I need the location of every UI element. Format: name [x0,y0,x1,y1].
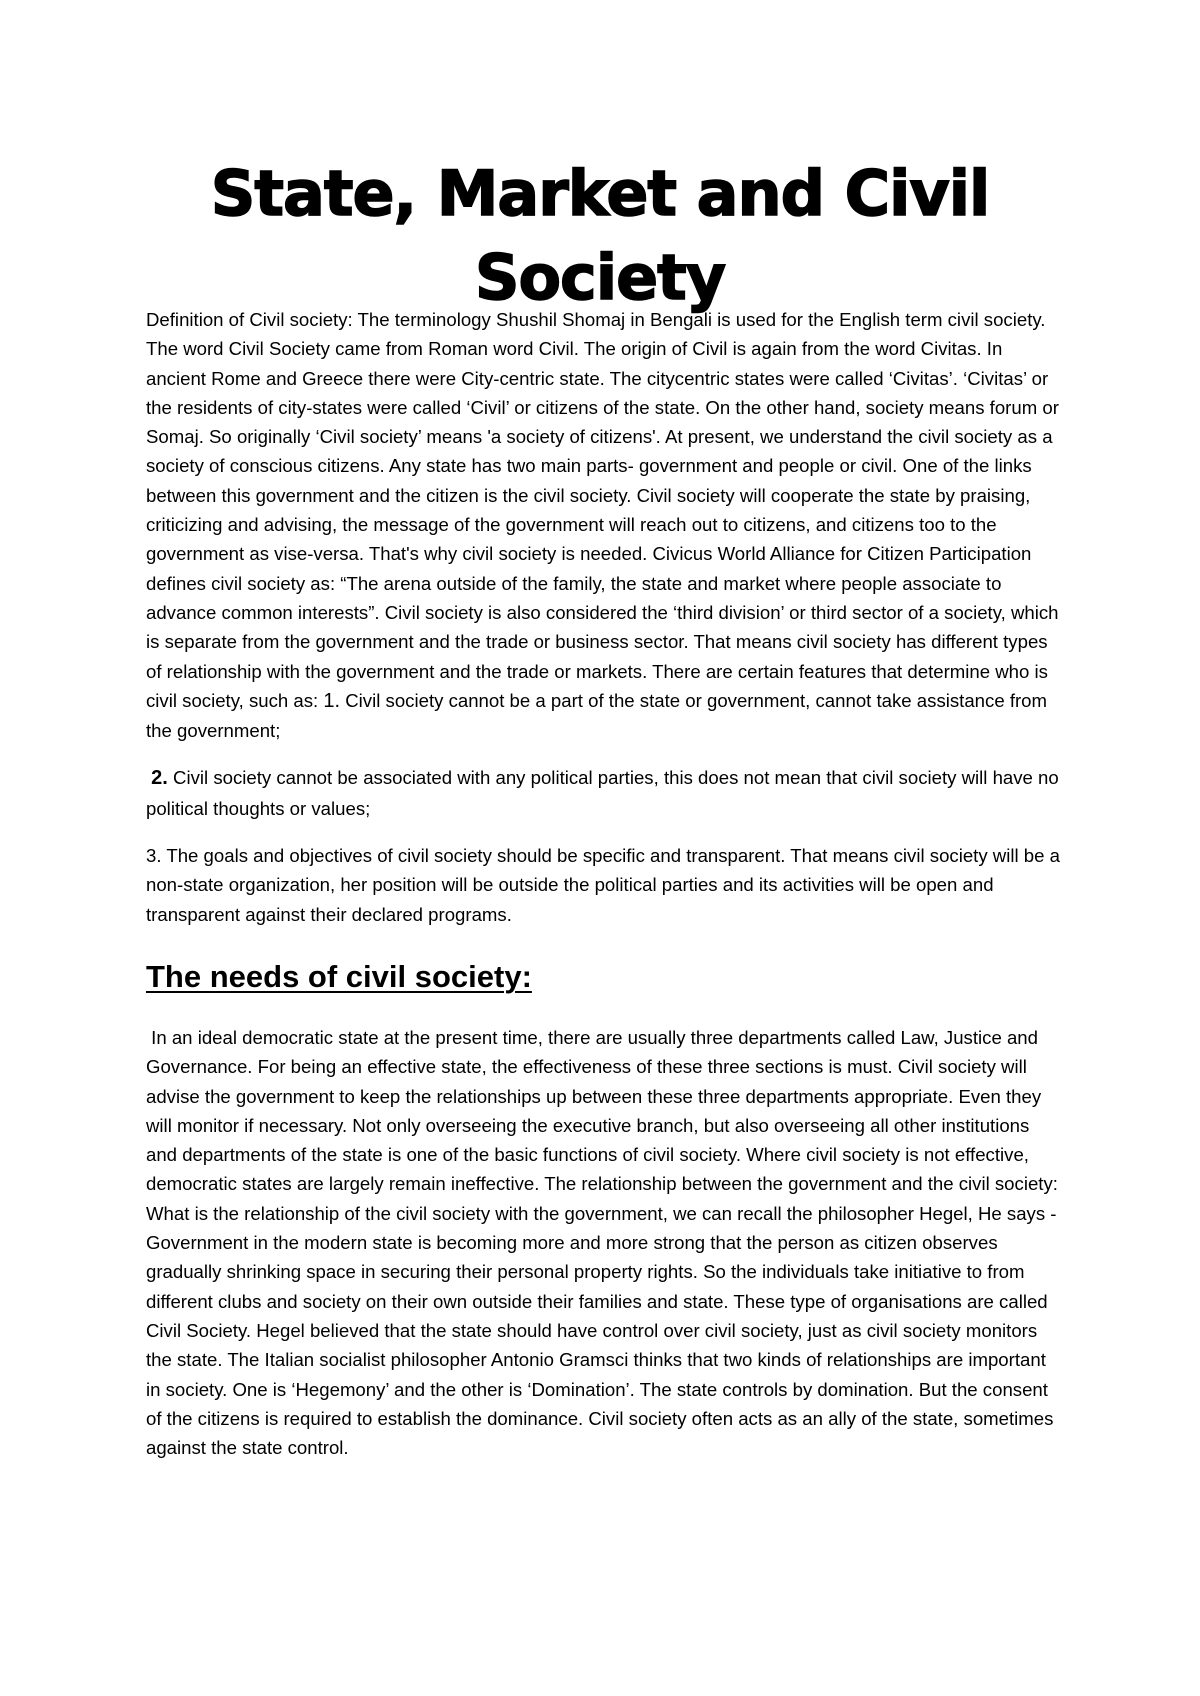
point-3-paragraph: 3. The goals and objectives of civil society should be specific and transparent. That means civil society will be a non-state organization, her position will be outside the political parties and its activities will be open and transparent against their declared programs. [146,845,1060,925]
section-heading: The needs of civil society: [146,958,532,994]
needs-text: In an ideal democratic state at the present time, there are usually three departments called Law, Justice and Governance. For being an effective state, the effectiveness of these three sections is must. Civil society will advise the government to keep the relationships up between these three departments appropriate. Even they will monitor if necessary. Not only overseeing the executive branch, but also overseeing all other institutions and departments of the state is one of the basic functions of civil society. Where civil society is not effective, democratic states are largely remain ineffective. The relationship between the government and the civil society: What is the relationship of the civil society with the government, we can recall the philosopher Hegel, He says - Government in the modern state is becoming more and more strong that the person as citizen observes gradually shrinking space in securing their personal property rights. So the individuals take initiative to from different clubs and society on their own outside their families and state. These type of organisations are called Civil Society. Hegel believed that the state should have control over civil society, just as civil society monitors the state. The Italian socialist philosopher Antonio Gramsci thinks that two kinds of relationships are important in society. One is ‘Hegemony’ and the other is ‘Domination’. The state controls by domination. But the consent of the citizens is required to establish the dominance. Civil society often acts as an ally of the state, sometimes against the state control. [146,1026,1058,1459]
needs-paragraph [146,1023,1061,1462]
point-2-paragraph [146,763,1061,823]
document-body [146,305,1061,1462]
document-title: State, Market and Civil Society [210,157,990,314]
point-2-number: 2. [151,767,168,790]
point-1-text: Civil society cannot be a part of the state or government, cannot take assistance from the government; [146,689,1048,742]
point-1-number: 1. [323,689,341,712]
definition-paragraph [146,305,1061,745]
definition-text: Definition of Civil society: The terminology Shushil Shomaj in Bengali is used for the English term civil society. The word Civil Society came from Roman word Civil. The origin of Civil is again from the word Civitas. In ancient Rome and Greece there were City-centric state. The citycentric states were called ‘Civitas’. ‘Civitas’ or the residents of city-states were called ‘Civil’ or citizens of the state. On the other hand, society means forum or Somaj. So originally ‘Civil society’ means 'a society of citizens'. At present, we understand the civil society as a society of conscious citizens. Any state has two main parts- government and people or civil. One of the links between this government and the citizen is the civil society. Civil society will cooperate the state by praising, criticizing and advising, the message of the government will reach out to citizens, and citizens too to the government as vise-versa. That's why civil society is needed. Civicus World Alliance for Citizen Participation defines civil society as: “The arena outside of the family, the state and market where people associate to advance common interests”. Civil society is also considered the ‘third division’ or third sector of a society, which is separate from the government and the trade or business sector. That means civil society has different types of relationship with the government and the trade or markets. There are certain features that determine who is civil society, such as: [146,309,1059,711]
point-2-text: Civil society cannot be associated with any political parties, this does not mean that civil society will have no political thoughts or values; [146,767,1059,819]
